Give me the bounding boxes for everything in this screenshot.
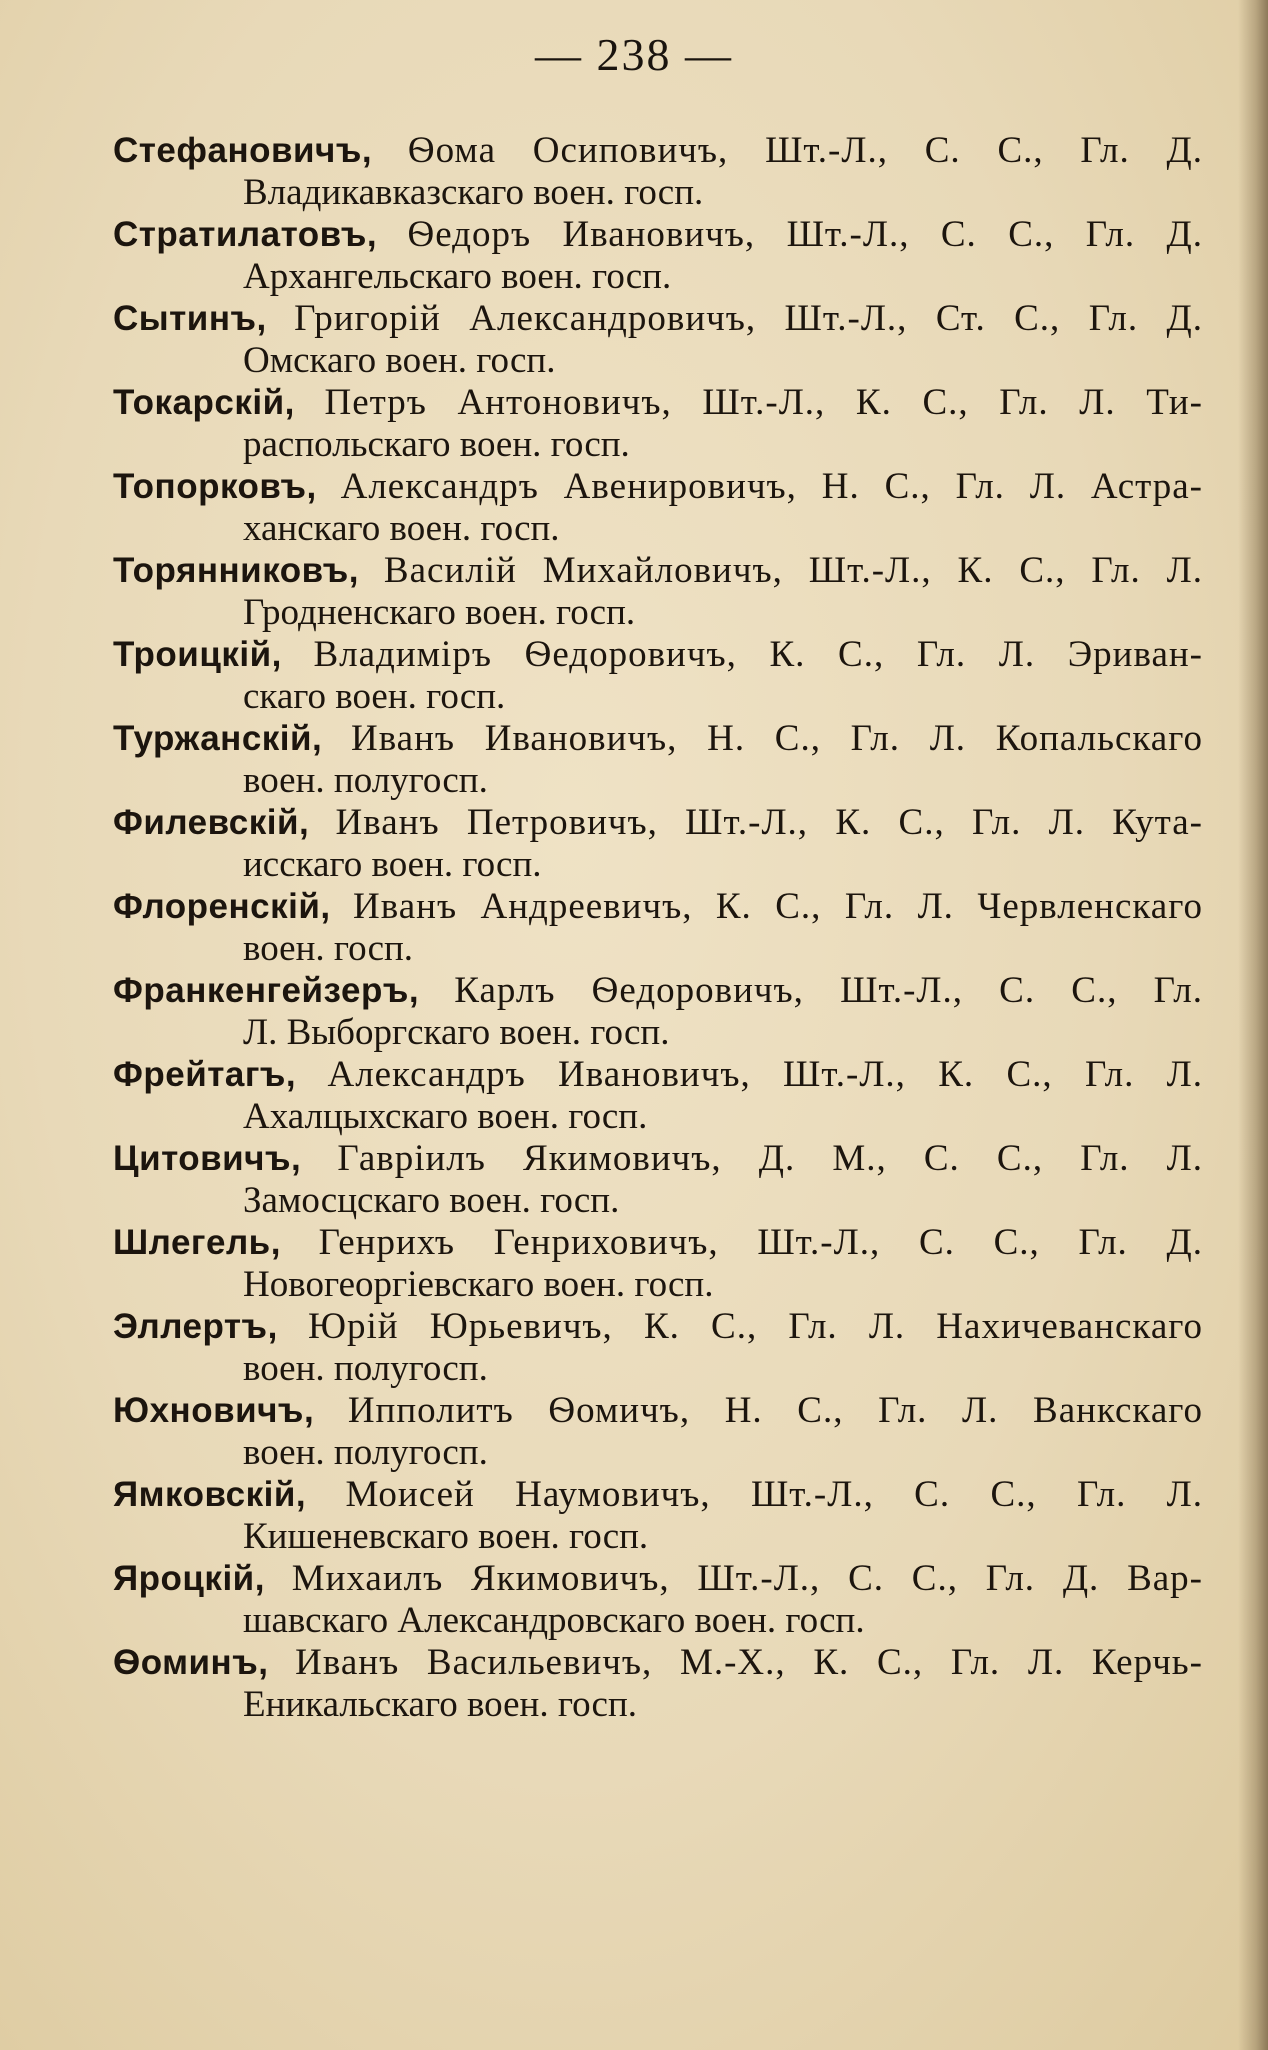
entry-surname: Фрейтагъ, — [113, 1055, 297, 1094]
entry-details: Петръ Антоновичъ, Шт.-Л., К. С., Гл. Л. Ти- — [324, 382, 1203, 423]
entry-details: Моисей Наумовичъ, Шт.-Л., С. С., Гл. Л. — [345, 1474, 1203, 1515]
entry — [113, 634, 1203, 718]
page-number: — 238 — — [535, 29, 733, 80]
entry-surname: Яроцкій, — [113, 1559, 265, 1598]
entry-continuation: Новогеоргіевскаго воен. госп. — [243, 1264, 714, 1305]
entry-details: Гавріилъ Якимовичъ, Д. М., С. С., Гл. Л. — [337, 1138, 1203, 1179]
entry-surname: Стефановичъ, — [113, 131, 373, 170]
entry-continuation: Замосцскаго воен. госп. — [243, 1180, 620, 1221]
entry — [113, 1054, 1203, 1138]
entry-surname: Троицкій, — [113, 635, 282, 674]
entry — [113, 298, 1203, 382]
entry-first-line — [113, 1642, 1203, 1684]
entry — [113, 550, 1203, 634]
entry — [113, 1642, 1203, 1726]
entry-continuation: Омскаго воен. госп. — [243, 340, 556, 381]
entry-continuation: Архангельскаго воен. госп. — [243, 256, 672, 297]
entry-continuation: Владикавказскаго воен. госп. — [243, 172, 704, 213]
entry-first-line — [113, 718, 1203, 760]
entry-first-line — [113, 1558, 1203, 1600]
entry-details: Григорій Александровичъ, Шт.-Л., Ст. С., Гл. Д. — [294, 298, 1203, 339]
entry-continuation: распольскаго воен. госп. — [243, 424, 630, 465]
entry-first-line — [113, 298, 1203, 340]
entry-list — [113, 130, 1203, 1726]
entry-first-line — [113, 970, 1203, 1012]
entry-surname: Топорковъ, — [113, 467, 317, 506]
entry-details: Ѳедоръ Ивановичъ, Шт.-Л., С. С., Гл. Д. — [407, 214, 1203, 255]
entry — [113, 1306, 1203, 1390]
entry-surname: Ямковскій, — [113, 1475, 307, 1514]
entry-surname: Филевскій, — [113, 803, 310, 842]
entry-continuation: исскаго воен. госп. — [243, 844, 542, 885]
entry-details: Владиміръ Ѳедоровичъ, К. С., Гл. Л. Эриван- — [313, 634, 1203, 675]
entry-details: Иванъ Петровичъ, Шт.-Л., К. С., Гл. Л. Кута- — [335, 802, 1203, 843]
entry-continuation: Ахалцыхскаго воен. госп. — [243, 1096, 648, 1137]
entry — [113, 886, 1203, 970]
entry-surname: Ѳоминъ, — [113, 1643, 269, 1682]
entry-first-line — [113, 382, 1203, 424]
entry-surname: Торянниковъ, — [113, 551, 360, 590]
entry — [113, 718, 1203, 802]
entry-continuation: ханскаго воен. госп. — [243, 508, 560, 549]
entry-continuation: воен. полугосп. — [243, 760, 488, 801]
entry — [113, 1222, 1203, 1306]
entry — [113, 466, 1203, 550]
entry — [113, 1138, 1203, 1222]
entry-details: Иванъ Васильевичъ, М.-Х., К. С., Гл. Л. Керчь- — [295, 1642, 1203, 1683]
entry-details: Иванъ Андреевичъ, К. С., Гл. Л. Червленскаго — [353, 886, 1203, 927]
entry-first-line — [113, 214, 1203, 256]
page-edge-shadow — [1238, 0, 1268, 2050]
entry-first-line — [113, 466, 1203, 508]
entry-surname: Флоренскій, — [113, 887, 331, 926]
entry-continuation: шавскаго Александровскаго воен. госп. — [243, 1600, 865, 1641]
entry-details: Михаилъ Якимовичъ, Шт.-Л., С. С., Гл. Д. Вар- — [291, 1558, 1203, 1599]
entry-first-line — [113, 886, 1203, 928]
entry-details: Генрихъ Генриховичъ, Шт.-Л., С. С., Гл. Д. — [318, 1222, 1203, 1263]
entry — [113, 382, 1203, 466]
entry-continuation: воен. полугосп. — [243, 1348, 488, 1389]
entry-details: Юрій Юрьевичъ, К. С., Гл. Л. Нахичеванскаго — [307, 1306, 1203, 1347]
entry-first-line — [113, 802, 1203, 844]
entry-details: Александръ Авенировичъ, Н. С., Гл. Л. Астра- — [340, 466, 1203, 507]
entry-first-line — [113, 1474, 1203, 1516]
entry-continuation: Кишеневскаго воен. госп. — [243, 1516, 649, 1557]
entry — [113, 130, 1203, 214]
entry-first-line — [113, 1054, 1203, 1096]
entry-surname: Туржанскій, — [113, 719, 323, 758]
entry-first-line — [113, 1138, 1203, 1180]
entry-continuation: Гродненскаго воен. госп. — [243, 592, 636, 633]
entry — [113, 214, 1203, 298]
entry — [113, 970, 1203, 1054]
entry-details: Ипполитъ Ѳомичъ, Н. С., Гл. Л. Ванкскаго — [347, 1390, 1203, 1431]
entry-details: Ѳома Осиповичъ, Шт.-Л., С. С., Гл. Д. — [407, 130, 1203, 171]
entry — [113, 1474, 1203, 1558]
entry-details: Иванъ Ивановичъ, Н. С., Гл. Л. Копальскаго — [350, 718, 1203, 759]
entry-first-line — [113, 550, 1203, 592]
entry-first-line — [113, 1222, 1203, 1264]
entry-surname: Сытинъ, — [113, 299, 267, 338]
entry — [113, 1390, 1203, 1474]
entry-continuation: воен. полугосп. — [243, 1432, 488, 1473]
entry-first-line — [113, 634, 1203, 676]
entry-surname: Цитовичъ, — [113, 1139, 302, 1178]
entry-details: Александръ Ивановичъ, Шт.-Л., К. С., Гл. Л. — [327, 1054, 1203, 1095]
entry-details: Карлъ Ѳедоровичъ, Шт.-Л., С. С., Гл. — [454, 970, 1203, 1011]
entry-surname: Стратилатовъ, — [113, 215, 378, 254]
entry-continuation: Еникальскаго воен. госп. — [243, 1684, 638, 1725]
entry-continuation: Л. Выборгскаго воен. госп. — [243, 1012, 670, 1053]
entry — [113, 1558, 1203, 1642]
entry-surname: Шлегель, — [113, 1223, 281, 1262]
entry-details: Василій Михайловичъ, Шт.-Л., К. С., Гл. Л. — [383, 550, 1203, 591]
entry-surname: Юхновичъ, — [113, 1391, 315, 1430]
entry-surname: Эллертъ, — [113, 1307, 278, 1346]
entry — [113, 802, 1203, 886]
entry-first-line — [113, 1390, 1203, 1432]
entry-continuation: воен. госп. — [243, 928, 414, 969]
entry-surname: Токарскій, — [113, 383, 295, 422]
entry-surname: Франкенгейзеръ, — [113, 971, 420, 1010]
entry-continuation: скаго воен. госп. — [243, 676, 506, 717]
entry-first-line — [113, 1306, 1203, 1348]
entry-first-line — [113, 130, 1203, 172]
